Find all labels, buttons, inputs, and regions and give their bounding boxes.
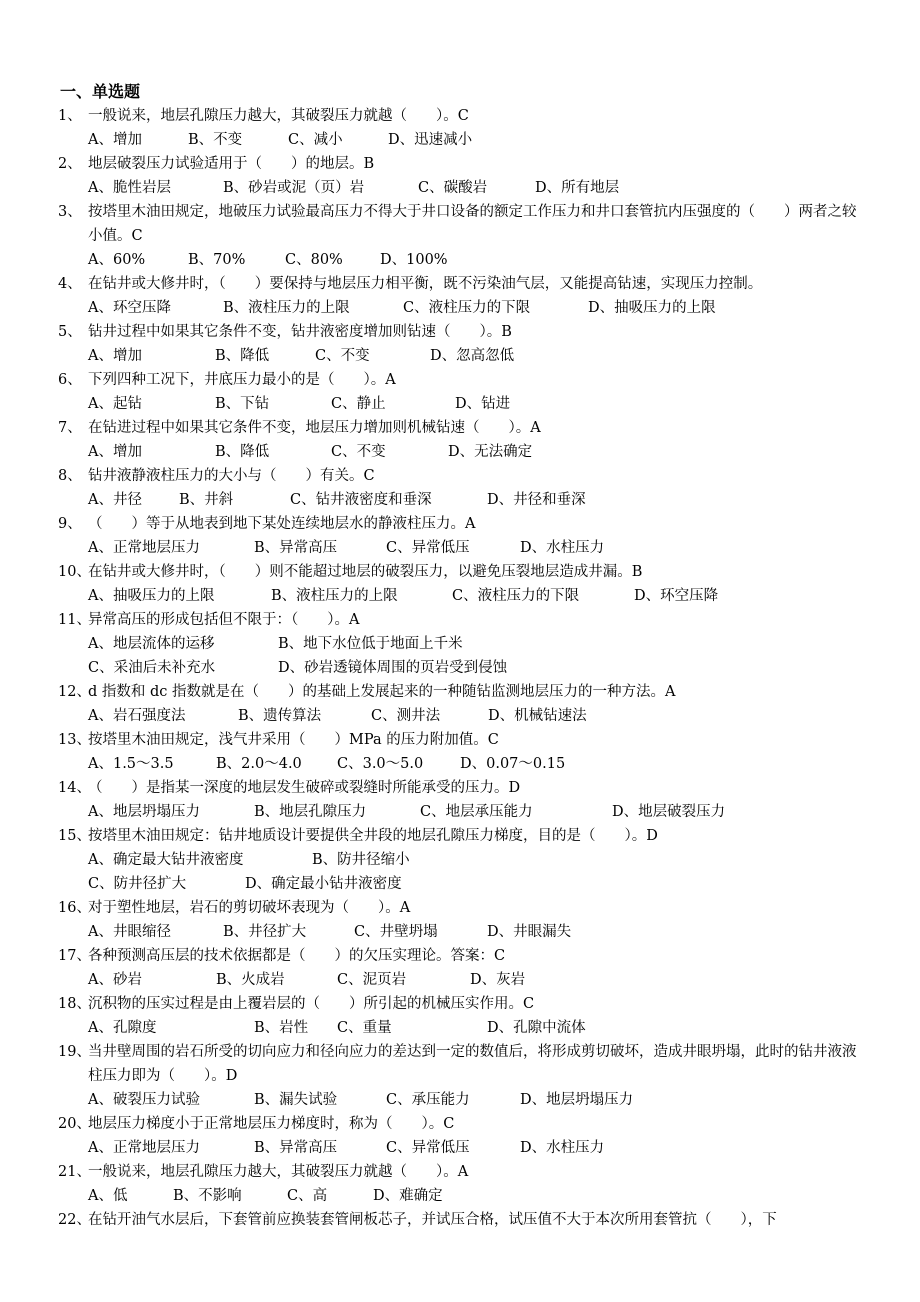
question-stem [58, 152, 866, 176]
question-stem [58, 560, 866, 584]
question-item [0, 152, 920, 200]
option-c: C、泥页岩 [337, 972, 407, 988]
question-number: 4、 [58, 276, 82, 292]
option-c: C、防井径扩大 [88, 876, 187, 892]
option-b: B、70% [188, 252, 246, 268]
option-a: A、孔隙度 [88, 1020, 157, 1036]
option-row [88, 176, 920, 200]
question-stem [58, 944, 866, 968]
question-item [0, 1208, 920, 1232]
option-c: C、高 [287, 1188, 328, 1204]
option-d: D、机械钻速法 [488, 708, 587, 724]
option-a: A、井径 [88, 492, 142, 508]
option-row [88, 488, 920, 512]
option-b: B、漏失试验 [254, 1092, 338, 1108]
option-b: B、液柱压力的上限 [271, 588, 398, 604]
question-text: 沉积物的压实过程是由上覆岩层的（ ）所引起的机械压实作用。C [88, 996, 535, 1012]
question-item [0, 416, 920, 464]
option-row [88, 1136, 920, 1160]
question-stem [58, 824, 866, 848]
question-stem [58, 896, 866, 920]
option-c: C、井壁坍塌 [354, 924, 438, 940]
option-c: C、异常低压 [386, 1140, 470, 1156]
option-d: D、砂岩透镜体周围的页岩受到侵蚀 [278, 660, 508, 676]
option-d: D、水柱压力 [520, 1140, 605, 1156]
question-number: 8、 [58, 468, 82, 484]
option-c: C、液柱压力的下限 [452, 588, 580, 604]
question-item [0, 368, 920, 416]
question-item [0, 1112, 920, 1160]
option-d: D、所有地层 [535, 180, 620, 196]
option-a: A、脆性岩层 [88, 180, 171, 196]
question-item [0, 272, 920, 320]
question-number: 14、 [58, 780, 91, 796]
question-stem [58, 200, 866, 248]
option-a: A、1.5～3.5 [88, 756, 174, 772]
option-row [88, 656, 920, 680]
question-item [0, 896, 920, 944]
option-b: B、降低 [215, 348, 270, 364]
question-number: 1、 [58, 108, 82, 124]
option-d: D、无法确定 [448, 444, 533, 460]
option-d: D、环空压降 [634, 588, 719, 604]
option-b: B、防井径缩小 [312, 852, 410, 868]
option-row [88, 872, 920, 896]
option-d: D、抽吸压力的上限 [588, 300, 716, 316]
question-stem [58, 608, 866, 632]
question-stem [58, 1208, 866, 1232]
option-d: D、钻进 [455, 396, 511, 412]
question-number: 15、 [58, 828, 91, 844]
question-number: 11、 [58, 612, 91, 628]
option-row [88, 584, 920, 608]
option-b: B、下钻 [215, 396, 270, 412]
option-c: C、80% [285, 252, 343, 268]
question-stem [58, 1160, 866, 1184]
option-d: D、地层坍塌压力 [520, 1092, 634, 1108]
question-number: 22、 [58, 1212, 91, 1228]
option-d: D、井径和垂深 [487, 492, 586, 508]
option-a: A、增加 [88, 444, 142, 460]
question-text: 按塔里木油田规定，浅气井采用（ ）MPa 的压力附加值。C [88, 732, 499, 748]
option-c: C、3.0～5.0 [337, 756, 424, 772]
option-c: C、不变 [331, 444, 386, 460]
question-number: 13、 [58, 732, 91, 748]
option-d: D、灰岩 [470, 972, 526, 988]
question-text: 地层破裂压力试验适用于（ ）的地层。B [88, 156, 375, 172]
option-row [88, 296, 920, 320]
question-item [0, 200, 920, 272]
option-a: A、抽吸压力的上限 [88, 588, 215, 604]
question-stem [58, 1112, 866, 1136]
option-row [88, 848, 920, 872]
question-text: 对于塑性地层，岩石的剪切破坏表现为（ ）。A [88, 900, 411, 916]
option-a: A、井眼缩径 [88, 924, 171, 940]
option-row [88, 968, 920, 992]
option-d: D、迅速减小 [388, 132, 473, 148]
option-c: C、采油后未补充水 [88, 660, 216, 676]
option-b: B、地层孔隙压力 [254, 804, 367, 820]
option-c: C、地层承压能力 [420, 804, 533, 820]
question-number: 6、 [58, 372, 82, 388]
question-text: （ ）是指某一深度的地层发生破碎或裂缝时所能承受的压力。D [88, 780, 521, 796]
option-c: C、测井法 [371, 708, 441, 724]
option-row [88, 920, 920, 944]
question-item [0, 728, 920, 776]
question-number: 20、 [58, 1116, 91, 1132]
option-b: B、降低 [215, 444, 270, 460]
question-text: 在钻开油气水层后，下套管前应换装套管闸板芯子，并试压合格，试压值不大于本次所用套管抗（ ），下 [88, 1212, 777, 1228]
question-text: 钻井液静液柱压力的大小与（ ）有关。C [88, 468, 375, 484]
question-number: 12、 [58, 684, 91, 700]
question-number: 21、 [58, 1164, 91, 1180]
question-text: 一般说来，地层孔隙压力越大，其破裂压力就越（ ）。A [88, 1164, 469, 1180]
section-title: 一、单选题 [60, 82, 141, 101]
option-b: B、岩性 [254, 1020, 309, 1036]
question-text: 一般说来，地层孔隙压力越大，其破裂压力就越（ ）。C [88, 108, 469, 124]
question-item [0, 320, 920, 368]
option-d: D、100% [380, 252, 448, 268]
option-row [88, 704, 920, 728]
question-number: 19、 [58, 1044, 91, 1060]
option-d: D、忽高忽低 [430, 348, 515, 364]
question-stem [58, 320, 866, 344]
option-row [88, 800, 920, 824]
option-row [88, 536, 920, 560]
question-text: 在钻井或大修井时，（ ）要保持与地层压力相平衡，既不污染油气层，又能提高钻速，实现压力控制。 [88, 276, 763, 292]
option-row [88, 344, 920, 368]
question-number: 10、 [58, 564, 91, 580]
option-b: B、火成岩 [216, 972, 285, 988]
option-row [88, 632, 920, 656]
option-a: A、地层坍塌压力 [88, 804, 200, 820]
option-d: D、孔隙中流体 [487, 1020, 586, 1036]
question-item [0, 944, 920, 992]
question-text: 按塔里木油田规定：钻井地质设计要提供全井段的地层孔隙压力梯度，目的是（ ）。D [88, 828, 658, 844]
option-a: A、低 [88, 1188, 128, 1204]
question-text: （ ）等于从地表到地下某处连续地层水的静液柱压力。A [88, 516, 476, 532]
question-stem [58, 728, 866, 752]
question-number: 16、 [58, 900, 91, 916]
option-b: B、2.0～4.0 [216, 756, 302, 772]
question-stem [58, 104, 866, 128]
option-a: A、砂岩 [88, 972, 142, 988]
option-row [88, 1016, 920, 1040]
option-a: A、确定最大钻井液密度 [88, 852, 244, 868]
option-c: C、不变 [315, 348, 370, 364]
option-a: A、正常地层压力 [88, 540, 200, 556]
question-stem [58, 512, 866, 536]
question-number: 3、 [58, 204, 82, 220]
option-d: D、井眼漏失 [487, 924, 572, 940]
question-text: 在钻进过程中如果其它条件不变，地层压力增加则机械钻速（ ）。A [88, 420, 541, 436]
question-item [0, 1160, 920, 1208]
question-item [0, 512, 920, 560]
question-item [0, 608, 920, 680]
option-row [88, 248, 920, 272]
question-stem [58, 464, 866, 488]
option-d: D、0.07～0.15 [460, 756, 566, 772]
option-a: A、岩石强度法 [88, 708, 186, 724]
option-b: B、不影响 [173, 1188, 242, 1204]
question-item [0, 680, 920, 728]
question-number: 9、 [58, 516, 82, 532]
option-b: B、井径扩大 [223, 924, 307, 940]
question-item [0, 776, 920, 824]
option-d: D、确定最小钻井液密度 [245, 876, 402, 892]
option-a: A、破裂压力试验 [88, 1092, 200, 1108]
option-a: A、环空压降 [88, 300, 171, 316]
option-d: D、地层破裂压力 [612, 804, 726, 820]
question-item [0, 1040, 920, 1112]
question-number: 2、 [58, 156, 82, 172]
question-number: 18、 [58, 996, 91, 1012]
question-text: 异常高压的形成包括但不限于：（ ）。A [88, 612, 360, 628]
option-b: B、遗传算法 [238, 708, 322, 724]
question-text: 各种预测高压层的技术依据都是（ ）的欠压实理论。答案：C [88, 948, 506, 964]
question-text: 当井壁周围的岩石所受的切向应力和径向应力的差达到一定的数值后，将形成剪切破坏，造成井眼坍塌，此时的钻井液液柱压力即为（ ）。D [88, 1044, 857, 1084]
option-b: B、不变 [188, 132, 243, 148]
question-number: 5、 [58, 324, 82, 340]
option-b: B、异常高压 [254, 1140, 338, 1156]
question-stem [58, 416, 866, 440]
option-row [88, 1184, 920, 1208]
question-stem [58, 680, 866, 704]
option-b: B、地下水位低于地面上千米 [278, 636, 463, 652]
option-c: C、钻井液密度和垂深 [290, 492, 432, 508]
option-a: A、起钻 [88, 396, 142, 412]
question-text: 下列四种工况下，井底压力最小的是（ ）。A [88, 372, 396, 388]
option-row [88, 1088, 920, 1112]
question-item [0, 464, 920, 512]
question-stem [58, 1040, 866, 1088]
question-stem [58, 776, 866, 800]
question-text: 地层压力梯度小于正常地层压力梯度时，称为（ ）。C [88, 1116, 455, 1132]
question-item [0, 992, 920, 1040]
question-text: 钻井过程中如果其它条件不变，钻井液密度增加则钻速（ ）。B [88, 324, 512, 340]
option-d: D、难确定 [373, 1188, 443, 1204]
option-c: C、静止 [331, 396, 386, 412]
question-stem [58, 272, 866, 296]
option-row [88, 440, 920, 464]
question-item [0, 104, 920, 152]
option-a: A、增加 [88, 348, 142, 364]
question-text: d 指数和 dc 指数就是在（ ）的基础上发展起来的一种随钻监测地层压力的一种方法。A [88, 684, 676, 700]
question-number: 7、 [58, 420, 82, 436]
option-b: B、异常高压 [254, 540, 338, 556]
question-stem [58, 368, 866, 392]
option-a: A、增加 [88, 132, 142, 148]
option-c: C、液柱压力的下限 [403, 300, 531, 316]
option-row [88, 128, 920, 152]
option-a: A、60% [88, 252, 146, 268]
option-c: C、碳酸岩 [418, 180, 488, 196]
question-stem [58, 992, 866, 1016]
question-item [0, 824, 920, 896]
option-d: D、水柱压力 [520, 540, 605, 556]
question-number: 17、 [58, 948, 91, 964]
option-row [88, 392, 920, 416]
option-b: B、砂岩或泥（页）岩 [223, 180, 365, 196]
option-b: B、液柱压力的上限 [223, 300, 350, 316]
option-c: C、承压能力 [386, 1092, 470, 1108]
option-row [88, 752, 920, 776]
question-text: 按塔里木油田规定，地破压力试验最高压力不得大于井口设备的额定工作压力和井口套管抗内压强度的（ ）两者之较小值。C [88, 204, 857, 244]
question-text: 在钻井或大修井时，（ ）则不能超过地层的破裂压力，以避免压裂地层造成井漏。B [88, 564, 643, 580]
option-a: A、正常地层压力 [88, 1140, 200, 1156]
option-c: C、异常低压 [386, 540, 470, 556]
option-c: C、减小 [288, 132, 343, 148]
option-a: A、地层流体的运移 [88, 636, 215, 652]
question-list [0, 104, 920, 1232]
question-item [0, 560, 920, 608]
option-c: C、重量 [337, 1020, 392, 1036]
option-b: B、井斜 [179, 492, 234, 508]
